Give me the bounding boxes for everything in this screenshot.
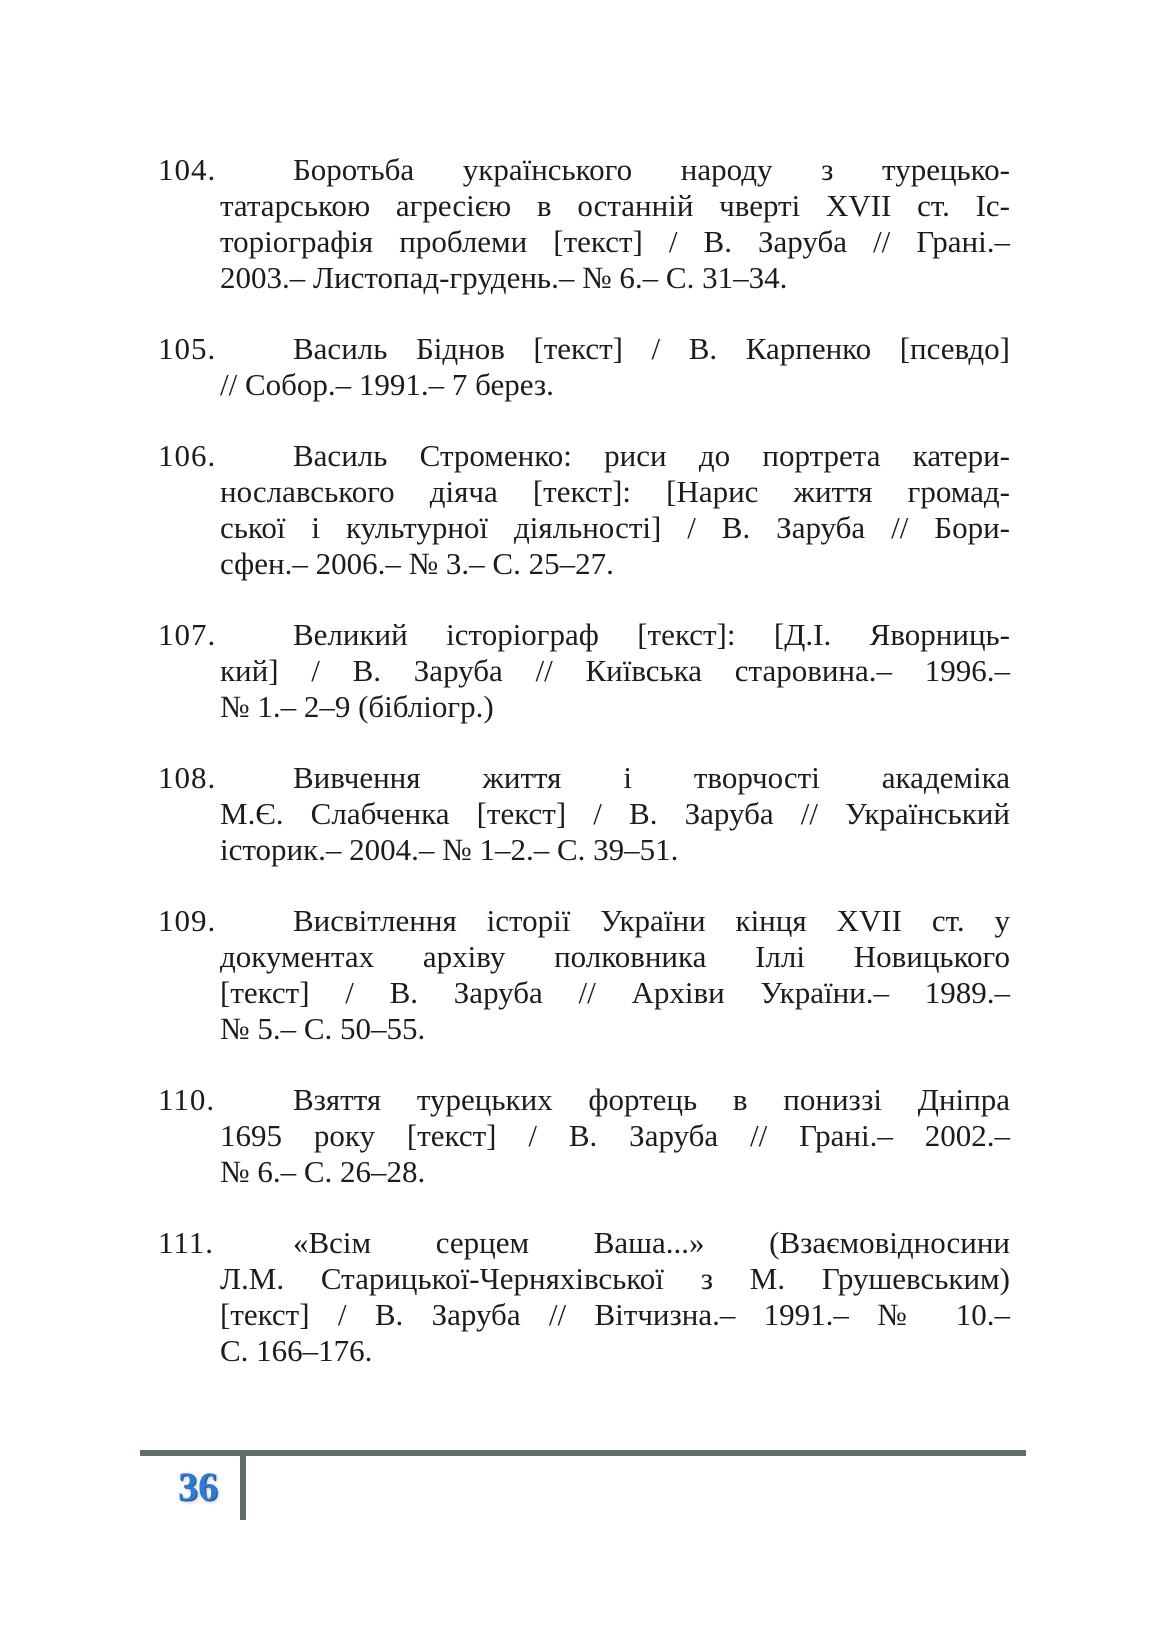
bibliography-list xyxy=(158,152,1010,1404)
entry-line: Боротьба українського народу з турецько- xyxy=(293,152,1010,187)
entry-line: Л.М. Старицької-Черняхівської з М. Грушевським) xyxy=(220,1261,1010,1296)
entry-text xyxy=(220,903,1010,1047)
entry-text xyxy=(220,331,1010,403)
entry-text xyxy=(220,617,1010,725)
entry-number: 111. xyxy=(158,1225,214,1260)
entry-line: ської і культурної діяльності] / В. Заруба // Бори- xyxy=(220,510,1010,545)
entry-line: Великий історіограф [текст]: [Д.І. Яворниць- xyxy=(293,617,1010,652)
entry-number: 109. xyxy=(158,903,217,938)
bibliography-entry-104 xyxy=(158,152,1010,296)
entry-line: сфен.– 2006.– № 3.– С. 25–27. xyxy=(220,546,614,581)
footer-divider xyxy=(240,1450,246,1520)
entry-line: кий] / В. Заруба // Київська старовина.– 1996.– xyxy=(220,653,1010,688)
entry-line: М.Є. Слабченка [текст] / В. Заруба // Український xyxy=(220,796,1010,831)
entry-line: [текст] / В. Заруба // Вітчизна.– 1991.– № 10.– xyxy=(220,1297,1010,1332)
footer-rule xyxy=(140,1450,1026,1456)
entry-number: 110. xyxy=(158,1082,216,1117)
entry-line: історик.– 2004.– № 1–2.– С. 39–51. xyxy=(220,832,679,867)
bibliography-entry-109 xyxy=(158,903,1010,1047)
entry-line: нославського діяча [текст]: [Нарис життя громад- xyxy=(220,474,1010,509)
entry-line: № 5.– С. 50–55. xyxy=(220,1011,426,1046)
entry-number: 107. xyxy=(158,617,217,652)
bibliography-entry-110 xyxy=(158,1082,1010,1190)
bibliography-entry-108 xyxy=(158,760,1010,868)
bibliography-entry-105 xyxy=(158,331,1010,403)
bibliography-entry-111 xyxy=(158,1225,1010,1369)
entry-text xyxy=(220,1082,1010,1190)
entry-line: Василь Біднов [текст] / В. Карпенко [псевдо] xyxy=(293,331,1010,366)
entry-number: 104. xyxy=(158,152,217,187)
entry-line: № 6.– С. 26–28. xyxy=(220,1154,426,1189)
entry-line: Взяття турецьких фортець в пониззі Дніпра xyxy=(293,1082,1010,1117)
entry-line: 1695 року [текст] / В. Заруба // Грані.– 2002.– xyxy=(220,1118,1010,1153)
entry-number: 108. xyxy=(158,760,217,795)
entry-line: С. 166–176. xyxy=(220,1333,373,1368)
entry-text xyxy=(220,760,1010,868)
page-number: 36 xyxy=(178,1464,218,1509)
entry-line: Вивчення життя і творчості академіка xyxy=(293,760,1010,795)
entry-text xyxy=(220,438,1010,582)
entry-line: Висвітлення історії України кінця XVII ст. у xyxy=(293,903,1010,938)
entry-number: 106. xyxy=(158,438,217,473)
entry-number: 105. xyxy=(158,331,217,366)
entry-line: 2003.– Листопад-грудень.– № 6.– С. 31–34. xyxy=(220,260,788,295)
bibliography-entry-106 xyxy=(158,438,1010,582)
entry-line: татарською агресією в останній чверті XVII ст. Іс- xyxy=(220,188,1010,223)
entry-text xyxy=(220,1225,1010,1369)
entry-line: документах архіву полковника Іллі Новицького xyxy=(220,939,1010,974)
bibliography-entry-107 xyxy=(158,617,1010,725)
entry-line: [текст] / В. Заруба // Архіви України.– 1989.– xyxy=(220,975,1010,1010)
entry-line: торіографія проблеми [текст] / В. Заруба // Грані.– xyxy=(220,224,1010,259)
entry-line: «Всім серцем Ваша...» (Взаємовідносини xyxy=(293,1225,1010,1260)
entry-line: Василь Строменко: риси до портрета катери- xyxy=(293,438,1010,473)
entry-line: № 1.– 2–9 (бібліогр.) xyxy=(220,689,494,724)
entry-line: // Собор.– 1991.– 7 берез. xyxy=(220,367,554,402)
entry-text xyxy=(220,152,1010,296)
